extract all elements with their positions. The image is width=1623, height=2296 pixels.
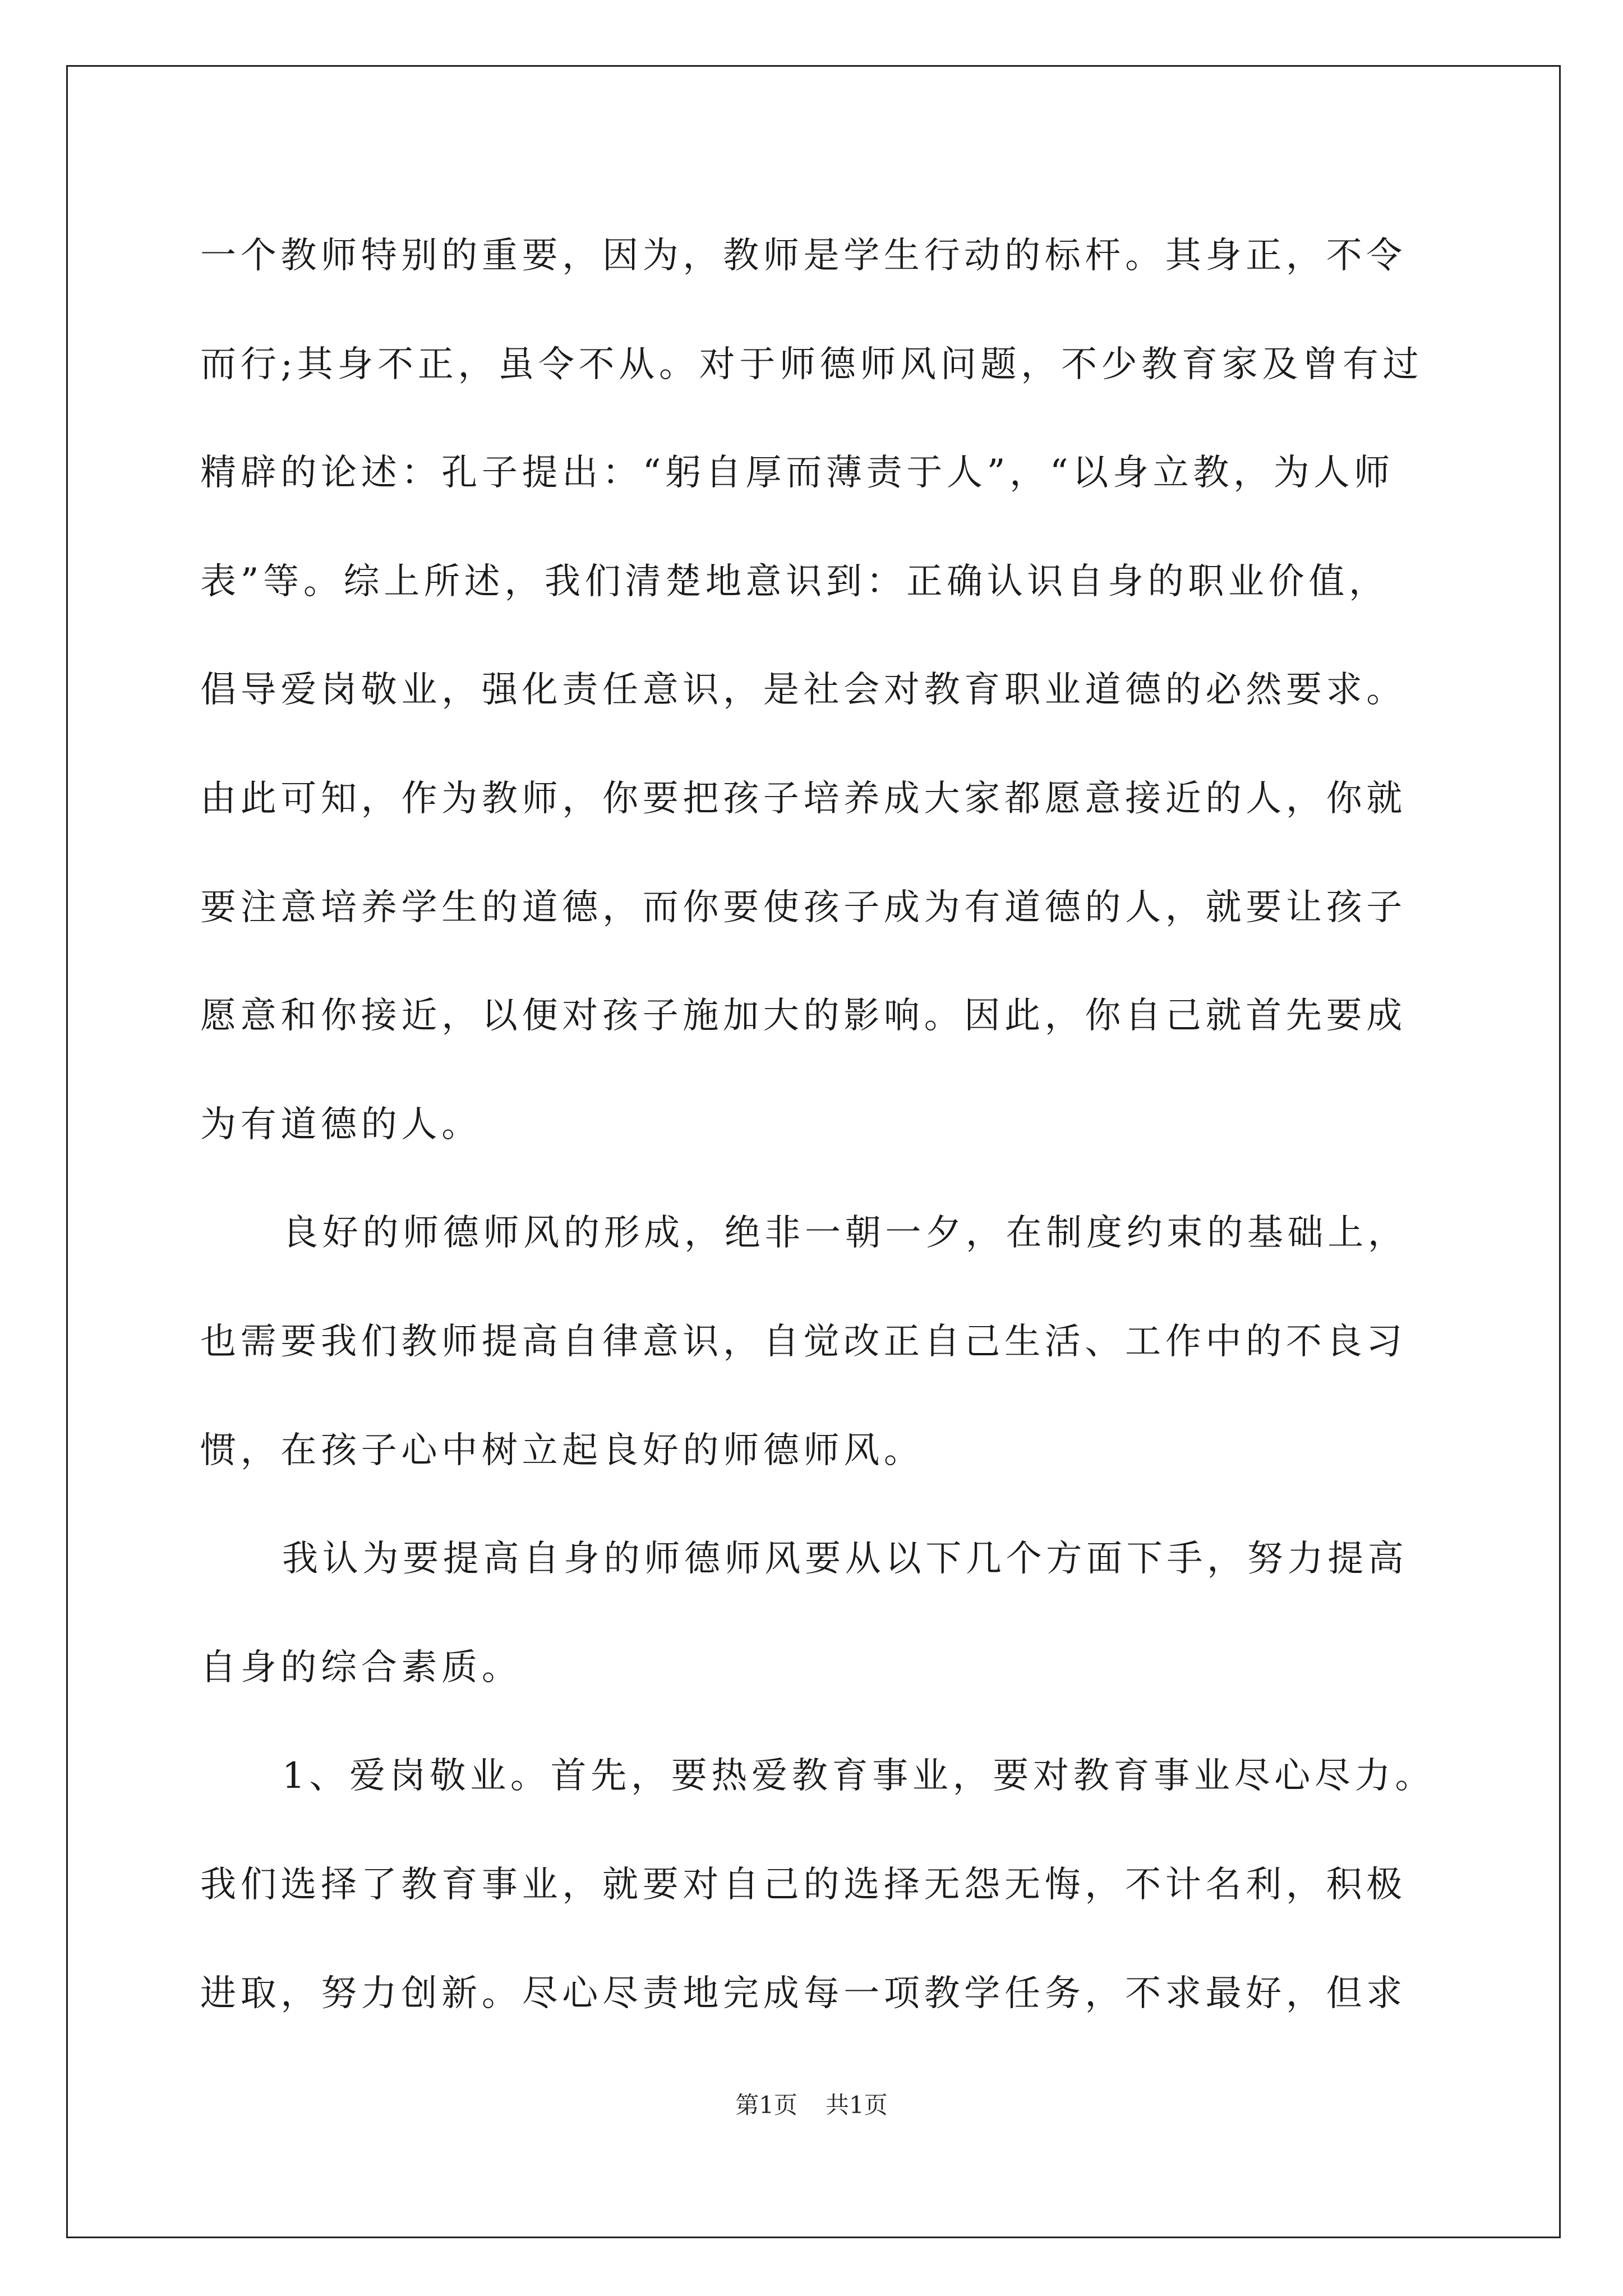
- paragraph-start-line: 1、爱岗敬业。首先，要热爱教育事业，要对教育事业尽心尽力。: [282, 1755, 1436, 1797]
- text-line: 一个教师特别的重要，因为，教师是学生行动的标杆。其身正，不令: [200, 235, 1407, 277]
- page-total: 共1页: [826, 2091, 888, 2119]
- text-line: 进取，努力创新。尽心尽责地完成每一项教学任务，不求最好，但求: [200, 1972, 1407, 2014]
- paragraph-start-line: 我认为要提高自身的师德师风要从以下几个方面下手，努力提高: [282, 1538, 1408, 1580]
- paragraph-start-line: 良好的师德师风的形成，绝非一朝一夕，在制度约束的基础上，: [282, 1212, 1408, 1254]
- document-body: [200, 202, 1434, 2048]
- text-line: 自身的综合素质。: [200, 1646, 522, 1688]
- text-line: 也需要我们教师提高自律意识，自觉改正自己生活、工作中的不良习: [200, 1320, 1407, 1363]
- text-line: 而行;其身不正，虽令不从。对于师德师风问题，不少教育家及曾有过: [200, 343, 1423, 385]
- text-line: 为有道德的人。: [200, 1103, 482, 1145]
- page-footer: [0, 2087, 1623, 2120]
- page-number: 第1页: [735, 2091, 797, 2119]
- text-line: 愿意和你接近，以便对孩子施加大的影响。因此，你自己就首先要成: [200, 995, 1407, 1037]
- text-line: 惯，在孩子心中树立起良好的师德师风。: [200, 1429, 924, 1471]
- text-line: 表”等。综上所述，我们清楚地意识到：正确认识自身的职业价值，: [200, 560, 1389, 602]
- text-line: 倡导爱岗敬业，强化责任意识，是社会对教育职业道德的必然要求。: [200, 669, 1407, 711]
- text-line: 由此可知，作为教师，你要把孩子培养成大家都愿意接近的人，你就: [200, 777, 1407, 820]
- text-line: 精辟的论述：孔子提出：“躬自厚而薄责于人”，“以身立教，为人师: [200, 452, 1394, 494]
- text-line: 我们选择了教育事业，就要对自己的选择无怨无悔，不计名利，积极: [200, 1864, 1407, 1906]
- text-line: 要注意培养学生的道德，而你要使孩子成为有道德的人，就要让孩子: [200, 886, 1407, 928]
